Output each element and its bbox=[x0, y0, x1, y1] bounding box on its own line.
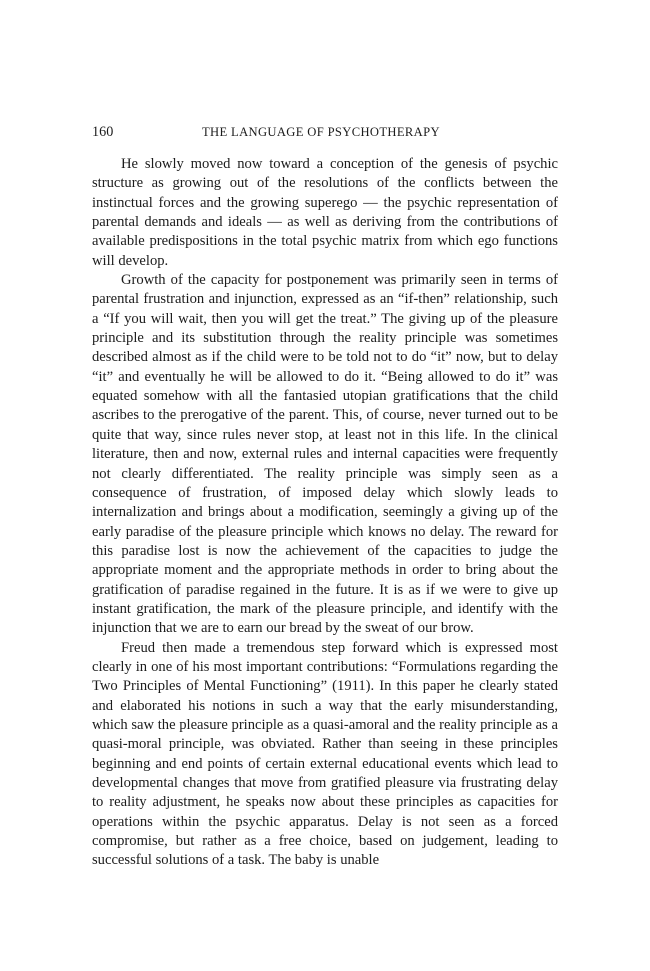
paragraph: Growth of the capacity for postponement was primarily seen in terms of parental frustration and injunction, expressed as an “if-then” relationship, such a “If you will wait, then you will get the treat.” The giving up of the pleasure principle and its substitution through the reality principle was sometimes described almost as if the child were to be told not to do “it” now, but to delay “it” and eventually he will be allowed to do it. “Being allowed to do it” was equated somehow with all the fantasied utopian gratifications that the child ascribes to the prerogative of the parent. This, of course, never turned out to be quite that way, since rules never stop, at least not in this life. In the clinical literature, then and now, external rules and internal capacities were frequently not clearly differentiated. The reality principle was simply seen as a consequence of frustration, of imposed delay which slowly leads to internalization and brings about a modification, seemingly a giving up of the early paradise of the pleasure principle which knows no delay. The reward for this paradise lost is now the achievement of the capacities to judge the appropriate moment and the appropriate methods in order to bring about the gratification of paradise regained in the future. It is as if we were to give up instant gratification, the mark of the pleasure principle, and identify with the injunction that we are to earn our bread by the sweat of our brow. bbox=[92, 272, 558, 637]
running-head bbox=[92, 122, 558, 142]
body-text bbox=[92, 155, 558, 871]
paragraph: Freud then made a tremendous step forward which is expressed most clearly in one of his most important contributions: “Formulations regarding the Two Principles of Mental Functioning” (1911). In this paper he clearly stated and elaborated his notions in such a way that the early misunderstanding, which saw the pleasure principle as a quasi-amoral and the reality principle as a quasi-moral principle, was obviated. Rather than seeing in these principles beginning and end points of certain external educational events which lead to developmental changes that move from gratified pleasure via frustrating delay to reality adjustment, he speaks now about these principles as capacities for operations within the psychic apparatus. Delay is not seen as a forced compromise, but rather as a free choice, based on judgement, leading to successful solutions of a task. The baby is unable bbox=[92, 639, 558, 869]
book-title: THE LANGUAGE OF PSYCHOTHERAPY bbox=[202, 125, 440, 139]
paragraph: He slowly moved now toward a conception of the genesis of psychic structure as growing out of the resolutions of the conflicts between the instinctual forces and the growing superego — the psychic representation of parental demands and ideals — as well as deriving from the contributions of available predispositions in the total psychic matrix from which ego functions will develop. bbox=[92, 156, 558, 269]
page-number: 160 bbox=[92, 124, 114, 140]
